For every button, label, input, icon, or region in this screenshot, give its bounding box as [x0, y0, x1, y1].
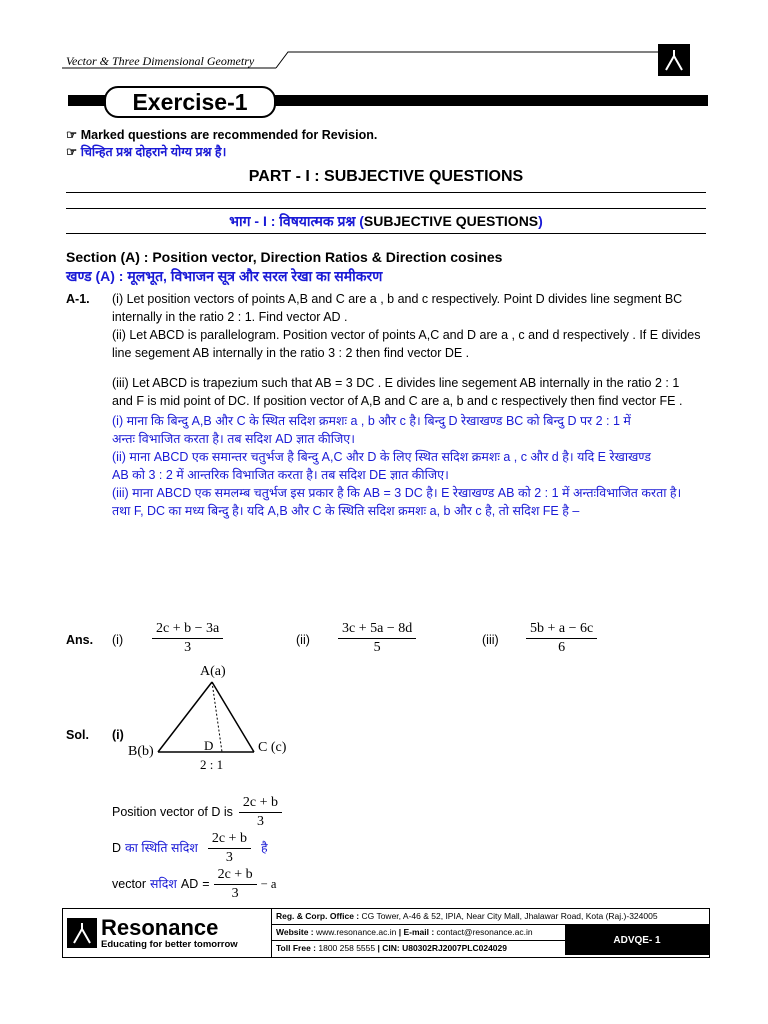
header-rule [62, 48, 708, 74]
question-body [112, 291, 708, 519]
answer-fraction: $\frac{3c + 5a - 8d}{5}$ [338, 620, 416, 656]
email-link[interactable]: contact@resonance.ac.in [436, 927, 533, 937]
answer-fraction: $\frac{2c + b - 3a}{3}$ [152, 620, 223, 656]
answer-roman: (iii) [482, 633, 499, 647]
header-bar [62, 48, 708, 74]
question-hindi-line: अन्तः विभाजित करता है। तब सदिश AD ज्ञात कीजिए। [112, 432, 355, 446]
question-line: and F is mid point of DC. If position vector of A,B and C are a, b and c respectively then find vector FE . [112, 394, 683, 408]
exercise-title: Exercise-1 [132, 89, 248, 115]
vertex-a-label: A(a) [200, 664, 226, 679]
median-ad [212, 682, 222, 752]
vertex-c-label: C (c) [258, 740, 287, 755]
hand-pointer-icon: ☞ [66, 145, 78, 159]
footer-info: Reg. & Corp. Office : CG Tower, A-46 & 52, IPIA, Near City Mall, Jhalawar Road, Kota (Raj.)-324005 Website : www.resonance.ac.in | E-mail : contact@resonance.ac.in Toll Free : 1800 258 5555 | CIN: U80302RJ2007PLC024029 ADVQE- 1 [272, 909, 709, 957]
question-hindi-line: तथा F, DC का मध्य बिन्दु है। यदि A,B और C के स्थिति सदिश क्रमशः a, b और c है, तो सदिश FE है – [112, 504, 580, 518]
question-hindi-line: (i) माना कि बिन्दु A,B और C के स्थित सदिश क्रमशः a , b और c है। बिन्दु D रेखाखण्ड BC को बिन्दु D पर 2 : 1 में [112, 414, 631, 428]
solution-part: (i) [112, 728, 124, 742]
answer-roman: (i) [112, 633, 124, 647]
footer [62, 908, 710, 958]
answer-roman: (ii) [296, 633, 310, 647]
solution-line-2: D का स्थिति सदिश $\frac{2c + b}{3}$ है [112, 831, 268, 865]
question-line: internally in the ratio 2 : 1. Find vector AD . [112, 310, 348, 324]
resonance-logo-icon [67, 918, 97, 948]
brand-name: Resonance [101, 914, 219, 940]
hand-pointer-icon: ☞ [66, 128, 78, 142]
exercise-banner [68, 86, 708, 116]
brand-tagline: Educating for better tomorrow [101, 938, 238, 950]
section-title-en: Section (A) : Position vector, Direction Ratios & Direction cosines [66, 249, 503, 265]
question-line: (iii) Let ABCD is trapezium such that AB = 3 DC . E divides line segement AB internally in the ratio 2 : 1 [112, 376, 680, 390]
part-title-en: PART - I : SUBJECTIVE QUESTIONS [248, 168, 524, 185]
website-link[interactable]: www.resonance.ac.in [316, 927, 397, 937]
note-revision-en: ☞ Marked questions are recommended for Revision. [66, 128, 378, 142]
solution-label: Sol. [66, 728, 89, 742]
question-hindi-line: (ii) माना ABCD एक समान्तर चतुर्भज है बिन्दु A,C और D के लिए स्थित सदिश क्रमशः a , c और d है। यदि E रेखाखण्ड [112, 450, 651, 464]
logo-mark-icon [658, 44, 690, 76]
footer-logo [63, 909, 272, 957]
question-line: line segement AB internally in the ratio 3 : 2 then find vector DE . [112, 346, 470, 360]
ratio-label: 2 : 1 [200, 757, 224, 772]
question-label: A-1. [66, 292, 90, 306]
vertex-b-label: B(b) [128, 744, 154, 759]
answer-label: Ans. [66, 633, 94, 647]
exercise-title-box [104, 86, 276, 118]
answer-fraction: $\frac{5b + a - 6c}{6}$ [526, 620, 597, 656]
question-line: (ii) Let ABCD is parallelogram. Position vector of points A,C and D are a , c and d respectively . If E divides [112, 328, 701, 342]
solution-line-1: Position vector of D is $\frac{2c + b}{3}$ [112, 794, 282, 830]
question-hindi-line: (iii) माना ABCD एक समलम्ब चतुर्भज इस प्रकार है कि AB = 3 DC है। E रेखाखण्ड AB को 2 : 1 में अन्तःविभाजित करता है। [112, 486, 682, 500]
chapter-title: Vector & Three Dimensional Geometry [66, 54, 255, 68]
note-revision-hi: ☞ चिन्हित प्रश्न दोहराने योग्य प्रश्न है। [66, 145, 227, 159]
side-ac [212, 682, 254, 752]
part-rule [66, 192, 706, 193]
part-title-hi: भाग - I : विषयात्मक प्रश्न (SUBJECTIVE QUESTIONS) [229, 213, 543, 229]
solution-line-3: vector सदिश AD = $\frac{2c + b}{3}$ − a [112, 867, 277, 901]
part-heading [66, 164, 706, 234]
question-line: (i) Let position vectors of points A,B and C are a , b and c respectively. Point D divides line segment BC [112, 292, 683, 306]
section-title-hi: खण्ड (A) : मूलभूत, विभाजन सूत्र और सरल रेखा का समीकरण [66, 268, 383, 284]
point-d-label: D [204, 738, 214, 753]
question-hindi-line: AB को 3 : 2 में आन्तरिक विभाजित करता है। तब सदिश DE ज्ञात कीजिए। [112, 468, 449, 482]
part-rule-3 [66, 233, 706, 234]
page-code: ADVQE- 1 [565, 925, 709, 955]
